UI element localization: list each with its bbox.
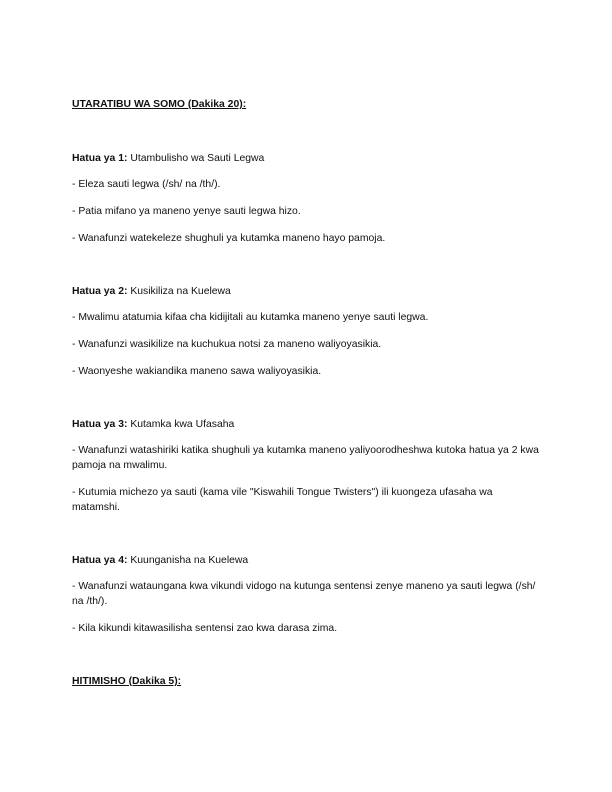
step-4-section bbox=[72, 553, 540, 636]
step-1-label: Hatua ya 1: bbox=[72, 153, 128, 164]
step-1-item-2: - Patia mifano ya maneno yenye sauti legwa hizo. bbox=[72, 206, 301, 217]
step-3-section bbox=[72, 417, 540, 515]
step-3-label: Hatua ya 3: bbox=[72, 419, 128, 430]
step-4-item-1: - Wanafunzi wataungana kwa vikundi vidogo na kutunga sentensi zenye maneno ya sauti legwa (/sh/ na /th/). bbox=[72, 581, 536, 607]
step-2-section bbox=[72, 284, 540, 379]
step-1-item-1: - Eleza sauti legwa (/sh/ na /th/). bbox=[72, 179, 221, 190]
step-2-item-2: - Wanafunzi wasikilize na kuchukua notsi za maneno waliyoyasikia. bbox=[72, 339, 382, 350]
step-2-item-3: - Waonyeshe wakiandika maneno sawa waliyoyasikia. bbox=[72, 366, 322, 377]
step-2-title bbox=[72, 284, 540, 299]
step-4-title-text: Kuunganisha na Kuelewa bbox=[127, 555, 249, 566]
step-4-item-2: - Kila kikundi kitawasilisha sentensi zao kwa darasa zima. bbox=[72, 623, 338, 634]
step-2-item-1: - Mwalimu atatumia kifaa cha kidijitali au kutamka maneno yenye sauti legwa. bbox=[72, 312, 429, 323]
step-2-title-text: Kusikiliza na Kuelewa bbox=[127, 286, 231, 297]
step-1-title-text: Utambulisho wa Sauti Legwa bbox=[127, 153, 265, 164]
heading-hitimisho: HITIMISHO (Dakika 5): bbox=[72, 676, 182, 687]
step-4-label: Hatua ya 4: bbox=[72, 555, 128, 566]
step-1-item-3: - Wanafunzi watekeleze shughuli ya kutamka maneno hayo pamoja. bbox=[72, 233, 386, 244]
step-3-item-1: - Wanafunzi watashiriki katika shughuli ya kutamka maneno yaliyoorodheshwa kutoka hatua ya 2 kwa pamoja na mwalimu. bbox=[72, 445, 539, 471]
step-4-title bbox=[72, 553, 540, 568]
document-page bbox=[72, 97, 540, 689]
step-1-title bbox=[72, 151, 540, 166]
step-3-title bbox=[72, 417, 540, 432]
step-2-label: Hatua ya 2: bbox=[72, 286, 128, 297]
heading-utaratibu: UTARATIBU WA SOMO (Dakika 20): bbox=[72, 99, 247, 110]
step-1-section bbox=[72, 151, 540, 246]
step-3-title-text: Kutamka kwa Ufasaha bbox=[127, 419, 235, 430]
step-3-item-2: - Kutumia michezo ya sauti (kama vile "Kiswahili Tongue Twisters") ili kuongeza ufasaha wa matamshi. bbox=[72, 487, 493, 513]
